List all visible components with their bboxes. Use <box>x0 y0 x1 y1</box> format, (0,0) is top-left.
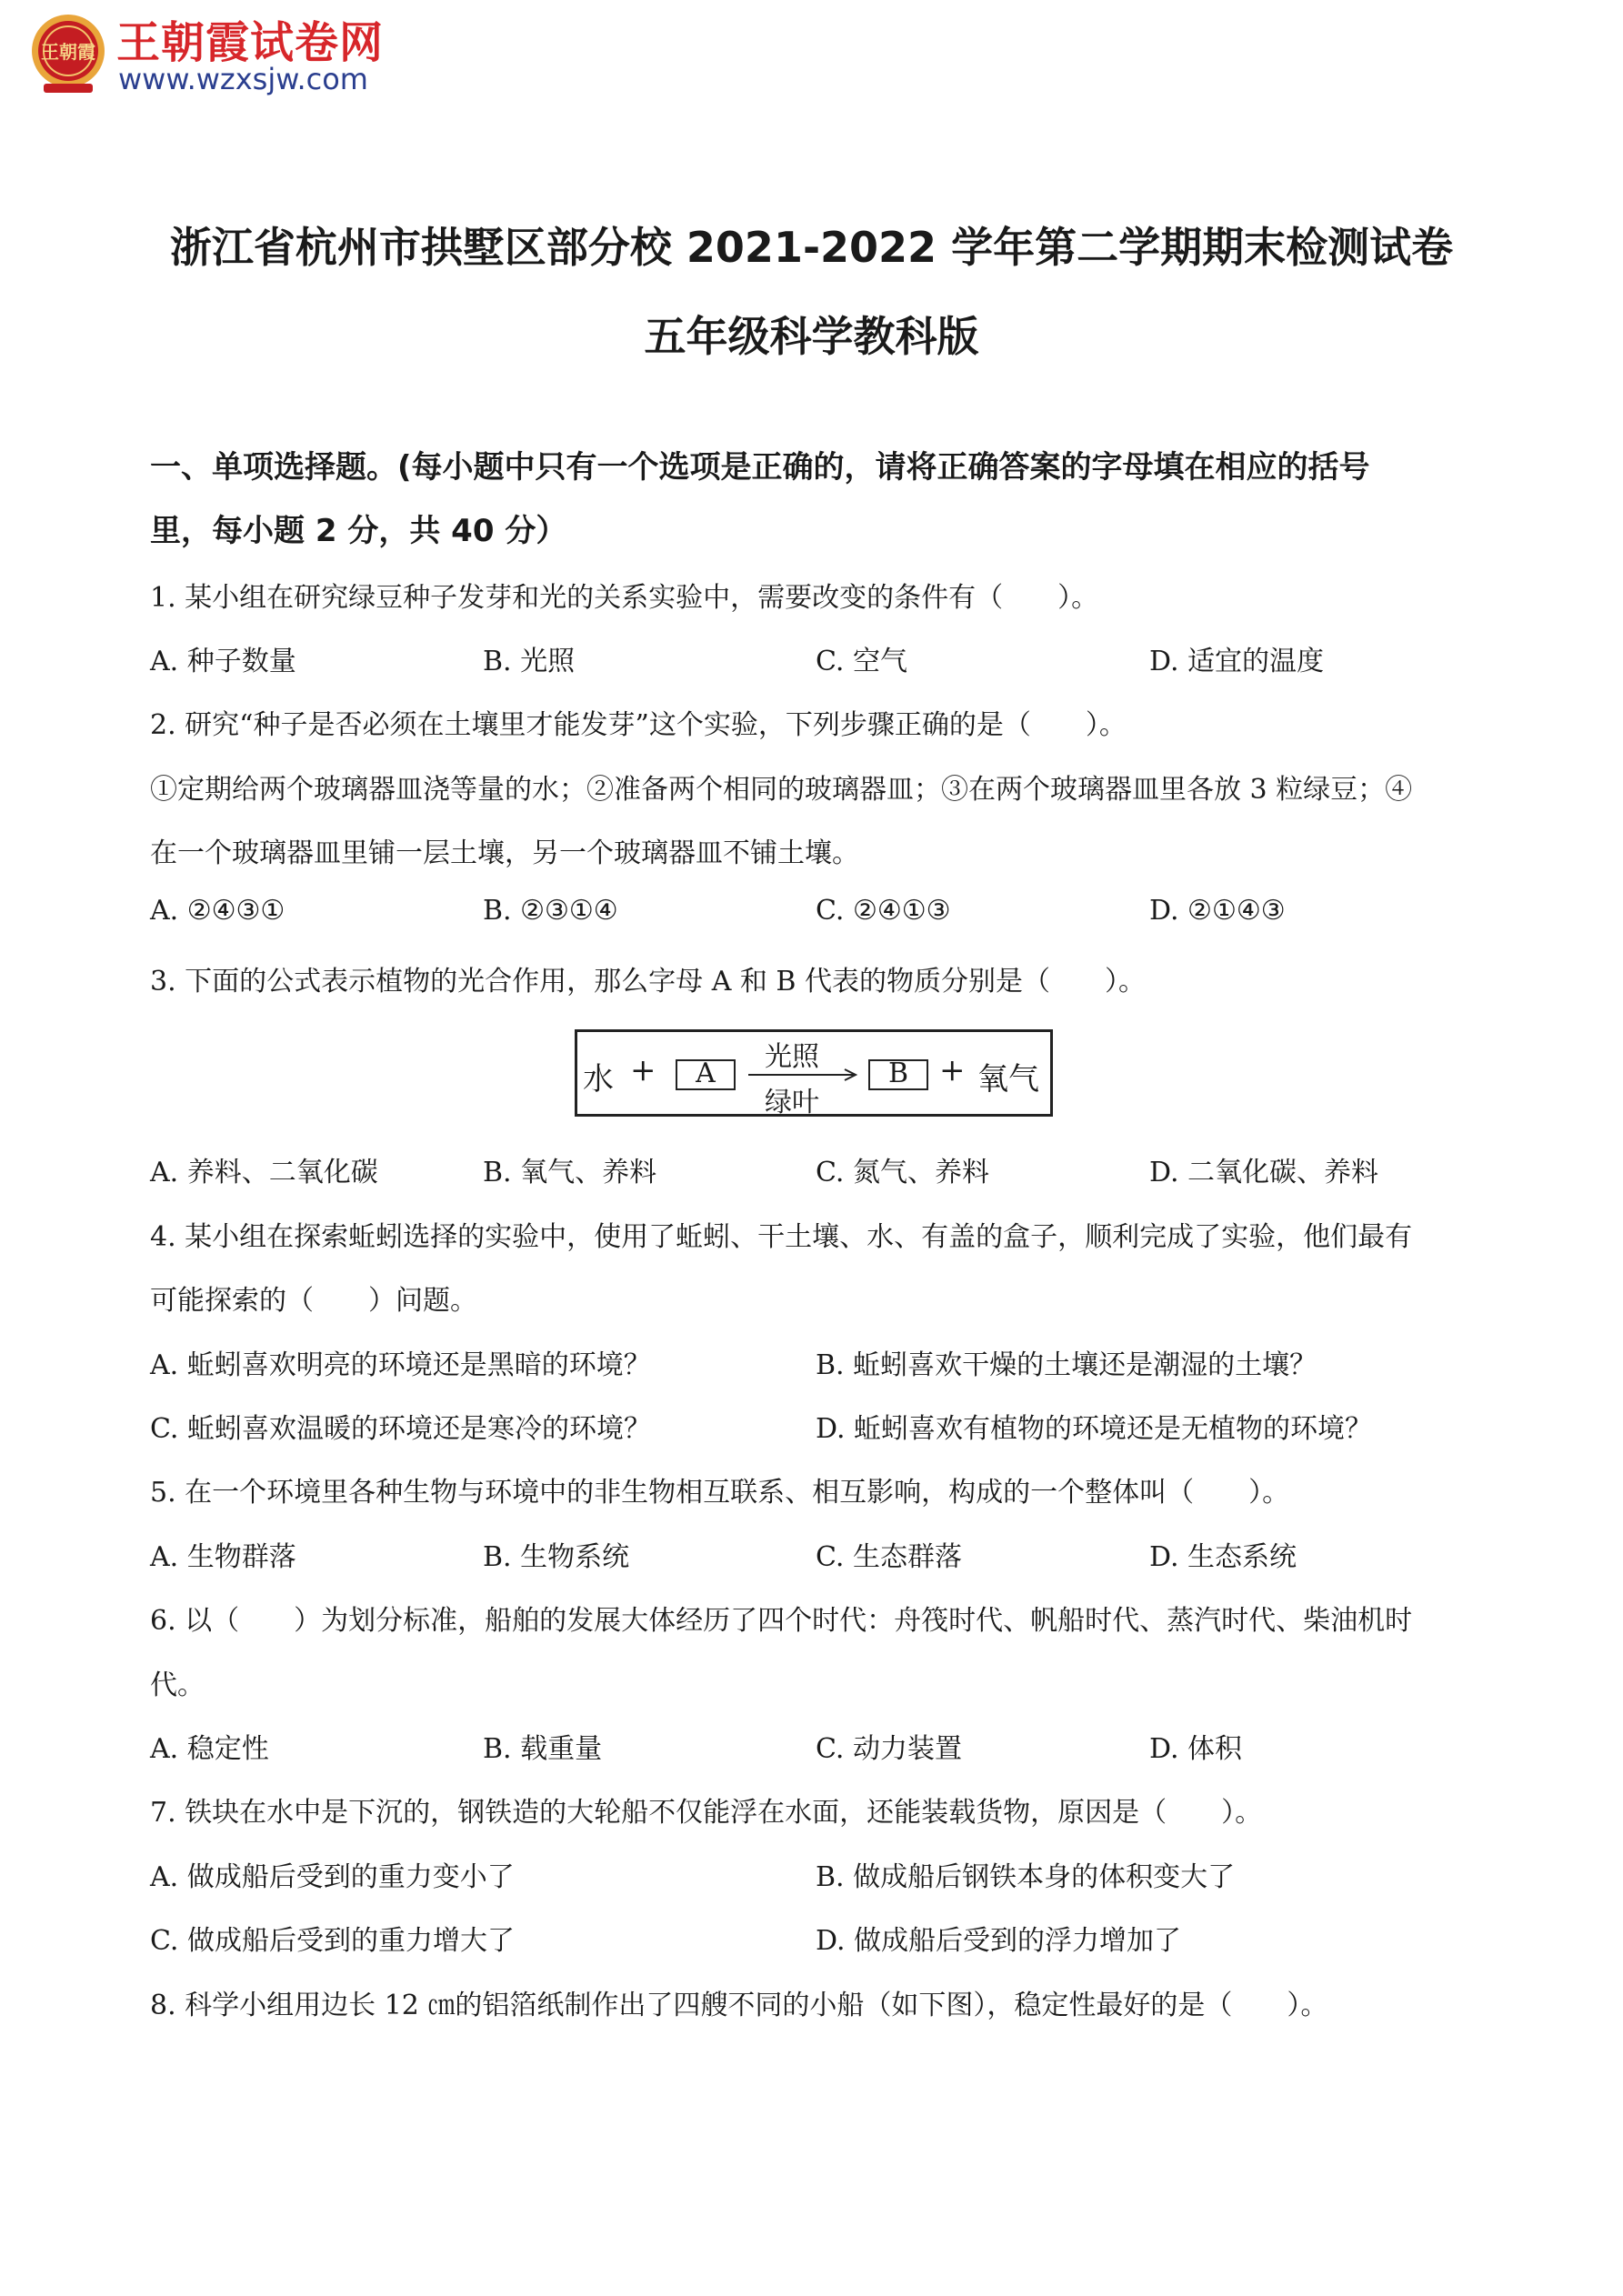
option-d: D. 体积 <box>1149 1733 1243 1765</box>
formula-plus: + <box>630 1052 656 1088</box>
brand-name: 王朝霞试卷网 <box>116 17 385 68</box>
option-c: C. 空气 <box>816 646 907 677</box>
option-b: B. 氧气、养料 <box>483 1157 657 1188</box>
option-d: D. 蚯蚓喜欢有植物的环境还是无植物的环境？ <box>816 1413 1373 1445</box>
option-d: D. 二氧化碳、养料 <box>1149 1157 1379 1188</box>
option-a: A. 蚯蚓喜欢明亮的环境还是黑暗的环境？ <box>150 1349 651 1381</box>
option-a: A. ②④③① <box>150 895 286 927</box>
question-stem: 4. 某小组在探索蚯蚓选择的实验中，使用了蚯蚓、干土壤、水、有盖的盒子，顺利完成了实验，他们最有 <box>150 1221 1413 1253</box>
option-d: D. ②①④③ <box>1149 895 1286 927</box>
option-b: B. 载重量 <box>483 1733 603 1765</box>
option-b: B. 蚯蚓喜欢干燥的土壤还是潮湿的土壤？ <box>816 1349 1317 1381</box>
option-a: A. 生物群落 <box>150 1541 296 1573</box>
option-c: C. 氮气、养料 <box>816 1157 989 1188</box>
question-stem: 8. 科学小组用边长 12 ㎝的铝箔纸制作出了四艘不同的小船（如下图），稳定性最好的是（ ）。 <box>150 1990 1328 2021</box>
formula-oxygen: 氧气 <box>977 1061 1039 1098</box>
question-stem-line: 在一个玻璃器皿里铺一层土壤，另一个玻璃器皿不铺土壤。 <box>150 837 859 869</box>
option-a: A. 种子数量 <box>150 646 296 677</box>
question-stem: 6. 以（ ）为划分标准，船舶的发展大体经历了四个时代：舟筏时代、帆船时代、蒸汽时代、柴油机时 <box>150 1605 1413 1637</box>
brand-url[interactable]: www.wzxsjw.com <box>118 62 368 96</box>
option-c: C. 蚯蚓喜欢温暖的环境还是寒冷的环境？ <box>150 1413 651 1445</box>
option-a: A. 做成船后受到的重力变小了 <box>150 1861 515 1893</box>
formula-plus: + <box>939 1052 966 1088</box>
question-stem-line: 可能探索的（ ）问题。 <box>150 1285 477 1317</box>
option-b: B. 做成船后钢铁本身的体积变大了 <box>816 1861 1236 1893</box>
question-stem-line: ①定期给两个玻璃器皿浇等量的水；②准备两个相同的玻璃器皿；③在两个玻璃器皿里各放 3 粒绿豆；④ <box>150 774 1413 806</box>
question-stem: 1. 某小组在研究绿豆种子发芽和光的关系实验中，需要改变的条件有（ ）。 <box>150 582 1099 614</box>
formula-box-a: A <box>676 1059 736 1090</box>
formula-box-b: B <box>868 1059 928 1090</box>
option-b: B. 生物系统 <box>483 1541 630 1573</box>
section-heading: 一、单项选择题。(每小题中只有一个选项是正确的，请将正确答案的字母填在相应的括号 <box>150 449 1370 486</box>
option-c: C. 生态群落 <box>816 1541 962 1573</box>
formula-water: 水 <box>583 1061 614 1098</box>
formula-condition-light: 光照 <box>765 1041 819 1073</box>
option-a: A. 养料、二氧化碳 <box>150 1157 378 1188</box>
question-stem-line: 代。 <box>150 1669 205 1701</box>
logo-emblem-text: 王朝霞 <box>41 41 95 63</box>
option-b: B. ②③①④ <box>483 895 618 927</box>
option-d: D. 做成船后受到的浮力增加了 <box>816 1925 1182 1957</box>
logo-emblem <box>25 11 111 96</box>
question-stem: 2. 研究“种子是否必须在土壤里才能发芽”这个实验，下列步骤正确的是（ ）。 <box>150 709 1127 741</box>
option-b: B. 光照 <box>483 646 576 677</box>
option-a: A. 稳定性 <box>150 1733 269 1765</box>
photosynthesis-formula <box>575 1029 1053 1117</box>
section-heading-cont: 里，每小题 2 分，共 40 分） <box>150 513 567 549</box>
question-stem: 3. 下面的公式表示植物的光合作用，那么字母 A 和 B 代表的物质分别是（ ）。 <box>150 966 1147 998</box>
option-d: D. 生态系统 <box>1149 1541 1297 1573</box>
page-title: 浙江省杭州市拱墅区部分校 2021-2022 学年第二学期期末检测试卷 <box>169 223 1454 272</box>
option-c: C. 做成船后受到的重力增大了 <box>150 1925 515 1957</box>
option-d: D. 适宜的温度 <box>1149 646 1325 677</box>
formula-condition-leaf: 绿叶 <box>765 1087 819 1118</box>
question-stem: 5. 在一个环境里各种生物与环境中的非生物相互联系、相互影响，构成的一个整体叫（ ）。 <box>150 1477 1290 1509</box>
page-subtitle: 五年级科学教科版 <box>644 312 979 361</box>
question-stem: 7. 铁块在水中是下沉的，钢铁造的大轮船不仅能浮在水面，还能装载货物，原因是（ ）。 <box>150 1797 1263 1829</box>
option-c: C. 动力装置 <box>816 1733 962 1765</box>
option-c: C. ②④①③ <box>816 895 951 927</box>
